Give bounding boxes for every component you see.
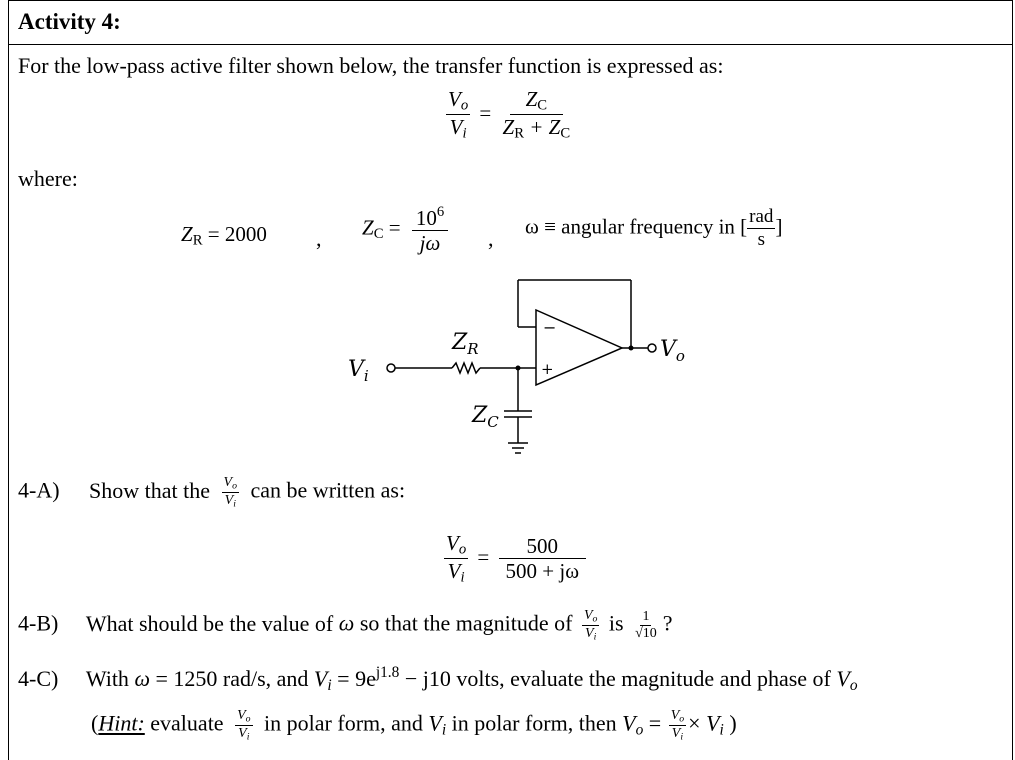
- part-a: 4-A) Show that the $\frac{V_o}{V_i}$ can be written as:: [18, 475, 406, 510]
- hint-line: (Hint: evaluate $\frac{V_o}{V_i}$ in polar form, and $V_i$ in polar form, then $V_o$ = $\frac{V_o}{V_i}$ × $V_i$ ): [91, 708, 737, 743]
- filter-circuit: [340, 275, 700, 465]
- output-terminal: [648, 344, 656, 352]
- svg-text:+: +: [541, 360, 554, 378]
- input-terminal: [387, 364, 395, 372]
- transfer-function-2: $\frac{V_o}{V_i}$ = $\frac{500}{500 + j\omega}$: [444, 532, 586, 586]
- part-c: 4-C) With ω = 1250 rad/s, and $V_i = 9e^{j1.8} - j10$ volts, evaluate the magnitude and phase of $V_o$: [18, 664, 858, 695]
- part-b: 4-B) What should be the value of ω so that the magnitude of $\frac{V_o}{V_i}$ is $\frac{1}{√10}$ ?: [18, 608, 673, 643]
- title-divider: [8, 44, 1013, 45]
- zc-definition: $Z_C$ = $\frac{10^6}{j\omega}$: [362, 204, 448, 255]
- svg-text:Vi: $V_i$: [348, 357, 369, 385]
- svg-text:ZR: $Z_R$: [452, 330, 479, 358]
- intro-text: For the low-pass active filter shown below, the transfer function is expressed as:: [18, 53, 724, 78]
- part-c-label: 4-C): [18, 666, 59, 692]
- zr-definition: $Z_R = 2000$: [181, 222, 267, 249]
- comma-1: ,: [316, 226, 322, 251]
- part-a-label: 4-A): [18, 477, 60, 503]
- svg-text:Vo: $V_o$: [660, 337, 685, 365]
- activity-title: Activity 4:: [18, 9, 121, 34]
- svg-text:ZC: $Z_C$: [472, 403, 499, 431]
- part-b-label: 4-B): [18, 610, 59, 636]
- hint-word: Hint:: [98, 710, 145, 736]
- omega-definition: ω ≡ angular frequency in [ $\frac{\text{rad}}{s}$ ]: [525, 206, 783, 250]
- where-label: where:: [18, 166, 78, 191]
- svg-text:−: −: [543, 318, 557, 337]
- transfer-function-1: $\frac{V_o}{V_i}$ = $\frac{Z_C}{Z_R + Z_C}$: [448, 87, 571, 142]
- resistor-zr: [452, 363, 480, 373]
- comma-2: ,: [488, 226, 494, 251]
